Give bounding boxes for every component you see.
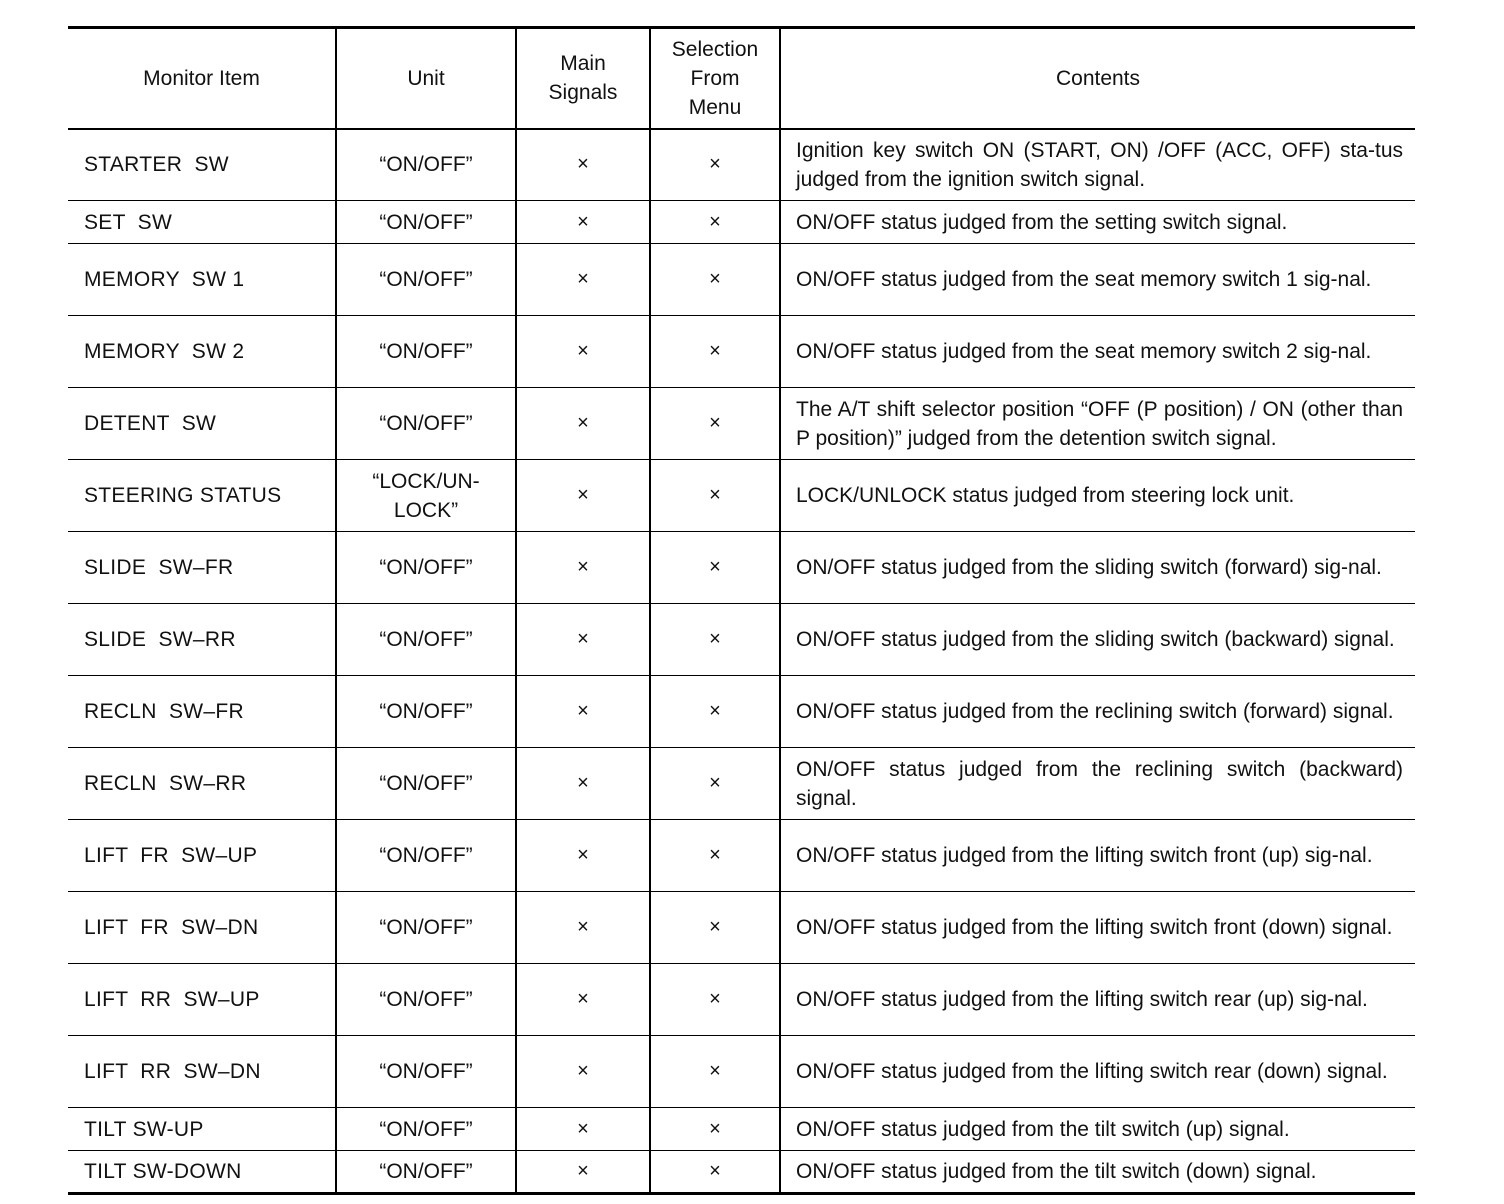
selection-mark: × (650, 1108, 780, 1151)
unit-cell (336, 388, 516, 460)
monitor-item-cell: STARTER SW (84, 153, 229, 177)
table-row (68, 316, 1415, 388)
contents-cell: LOCK/UNLOCK status judged from steering lock unit. (780, 460, 1415, 532)
main-signal-mark: × (516, 1036, 650, 1108)
header-monitor-item: Monitor Item (143, 66, 260, 90)
contents-cell: ON/OFF status judged from the reclining switch (forward) signal. (780, 676, 1415, 748)
main-signal-mark: × (516, 748, 650, 820)
selection-mark: × (650, 1036, 780, 1108)
table-row (68, 820, 1415, 892)
unit-cell (336, 316, 516, 388)
unit-value: “ON/OFF” (379, 340, 473, 363)
header-main-signals-label: Main Signals (548, 52, 618, 105)
unit-cell (336, 1108, 516, 1151)
unit-cell (336, 748, 516, 820)
selection-mark: × (650, 604, 780, 676)
contents-cell: ON/OFF status judged from the lifting switch front (down) signal. (780, 892, 1415, 964)
unit-cell (336, 244, 516, 316)
contents-cell: ON/OFF status judged from the setting switch signal. (780, 201, 1415, 244)
header-main-signals (516, 28, 650, 129)
main-signal-mark: × (516, 129, 650, 201)
unit-value: “ON/OFF” (379, 916, 473, 939)
contents-cell: ON/OFF status judged from the sliding switch (backward) signal. (780, 604, 1415, 676)
monitor-item-cell: LIFT FR SW–DN (84, 916, 259, 939)
monitor-item-cell: RECLN SW–RR (84, 772, 247, 795)
monitor-item-cell: TILT SW-DOWN (84, 1160, 242, 1183)
monitor-item-cell: STEERING STATUS (84, 484, 282, 507)
unit-value: “ON/OFF” (379, 844, 473, 867)
unit-cell (336, 604, 516, 676)
main-signal-mark: × (516, 820, 650, 892)
unit-value: “ON/OFF” (379, 988, 473, 1011)
unit-cell (336, 820, 516, 892)
unit-cell (336, 460, 516, 532)
unit-value: “ON/OFF” (379, 268, 473, 291)
header-unit: Unit (336, 28, 516, 129)
unit-value: “ON/OFF” (379, 628, 473, 651)
selection-mark: × (650, 964, 780, 1036)
selection-mark: × (650, 201, 780, 244)
main-signal-mark: × (516, 892, 650, 964)
main-signal-mark: × (516, 388, 650, 460)
contents-cell: Ignition key switch ON (START, ON) /OFF (ACC, OFF) sta-tus judged from the ignition switch signal. (780, 129, 1415, 201)
table-row (68, 676, 1415, 748)
unit-value: “ON/OFF” (379, 412, 473, 435)
selection-mark: × (650, 316, 780, 388)
table-header-row (68, 28, 1415, 129)
contents-cell: ON/OFF status judged from the seat memory switch 2 sig-nal. (780, 316, 1415, 388)
table-row (68, 244, 1415, 316)
unit-value: “LOCK/UN-LOCK” (372, 469, 480, 522)
monitor-item-cell: LIFT RR SW–DN (84, 1060, 261, 1083)
monitor-item-cell: RECLN SW–FR (84, 700, 244, 723)
unit-value: “ON/OFF” (379, 1117, 473, 1141)
monitor-item-cell: DETENT SW (84, 412, 217, 435)
unit-value: “ON/OFF” (379, 153, 473, 177)
unit-cell (336, 532, 516, 604)
selection-mark: × (650, 748, 780, 820)
main-signal-mark: × (516, 1151, 650, 1194)
main-signal-mark: × (516, 316, 650, 388)
contents-cell: ON/OFF status judged from the lifting switch front (up) sig-nal. (780, 820, 1415, 892)
contents-cell: ON/OFF status judged from the seat memory switch 1 sig-nal. (780, 244, 1415, 316)
monitor-item-cell: SLIDE SW–RR (84, 628, 236, 651)
unit-value: “ON/OFF” (379, 700, 473, 723)
unit-value: “ON/OFF” (379, 1160, 473, 1183)
table-row (68, 1151, 1415, 1194)
unit-value: “ON/OFF” (379, 556, 473, 579)
unit-cell (336, 201, 516, 244)
contents-cell: ON/OFF status judged from the tilt switch (up) signal. (780, 1108, 1415, 1151)
monitor-item-cell: SET SW (84, 210, 173, 234)
monitor-item-cell: SLIDE SW–FR (84, 556, 234, 579)
main-signal-mark: × (516, 201, 650, 244)
selection-mark: × (650, 244, 780, 316)
selection-mark: × (650, 532, 780, 604)
contents-cell: ON/OFF status judged from the lifting switch rear (up) sig-nal. (780, 964, 1415, 1036)
unit-value: “ON/OFF” (379, 1060, 473, 1083)
unit-value: “ON/OFF” (379, 210, 473, 234)
table-row (68, 532, 1415, 604)
unit-cell (336, 892, 516, 964)
table-row (68, 892, 1415, 964)
table-row (68, 604, 1415, 676)
header-contents: Contents (780, 28, 1415, 129)
header-selection-from-menu (650, 28, 780, 129)
selection-mark: × (650, 820, 780, 892)
unit-cell (336, 1151, 516, 1194)
selection-mark: × (650, 388, 780, 460)
monitor-item-table (68, 26, 1415, 1195)
main-signal-mark: × (516, 460, 650, 532)
monitor-item-cell: MEMORY SW 2 (84, 340, 245, 363)
table-row (68, 129, 1415, 201)
selection-mark: × (650, 676, 780, 748)
contents-cell: ON/OFF status judged from the sliding switch (forward) sig-nal. (780, 532, 1415, 604)
table-row (68, 964, 1415, 1036)
contents-cell: ON/OFF status judged from the tilt switch (down) signal. (780, 1151, 1415, 1194)
monitor-item-cell: LIFT FR SW–UP (84, 844, 258, 867)
unit-cell (336, 1036, 516, 1108)
header-selection-label: Selection From Menu (671, 37, 759, 119)
monitor-item-cell: TILT SW-UP (84, 1117, 204, 1141)
table-row (68, 1036, 1415, 1108)
unit-value: “ON/OFF” (379, 772, 473, 795)
main-signal-mark: × (516, 676, 650, 748)
unit-cell (336, 964, 516, 1036)
selection-mark: × (650, 129, 780, 201)
unit-cell (336, 129, 516, 201)
table-row (68, 748, 1415, 820)
table-row (68, 201, 1415, 244)
selection-mark: × (650, 1151, 780, 1194)
main-signal-mark: × (516, 244, 650, 316)
main-signal-mark: × (516, 532, 650, 604)
table-row (68, 388, 1415, 460)
contents-cell: ON/OFF status judged from the reclining switch (backward) signal. (780, 748, 1415, 820)
main-signal-mark: × (516, 964, 650, 1036)
monitor-item-cell: MEMORY SW 1 (84, 268, 245, 291)
selection-mark: × (650, 460, 780, 532)
monitor-item-cell: LIFT RR SW–UP (84, 988, 260, 1011)
contents-cell: The A/T shift selector position “OFF (P position) / ON (other than P position)” judged from the detention switch signal. (780, 388, 1415, 460)
table-row (68, 460, 1415, 532)
selection-mark: × (650, 892, 780, 964)
contents-cell: ON/OFF status judged from the lifting switch rear (down) signal. (780, 1036, 1415, 1108)
table-body (68, 129, 1415, 1194)
table-row (68, 1108, 1415, 1151)
main-signal-mark: × (516, 1108, 650, 1151)
unit-cell (336, 676, 516, 748)
main-signal-mark: × (516, 604, 650, 676)
